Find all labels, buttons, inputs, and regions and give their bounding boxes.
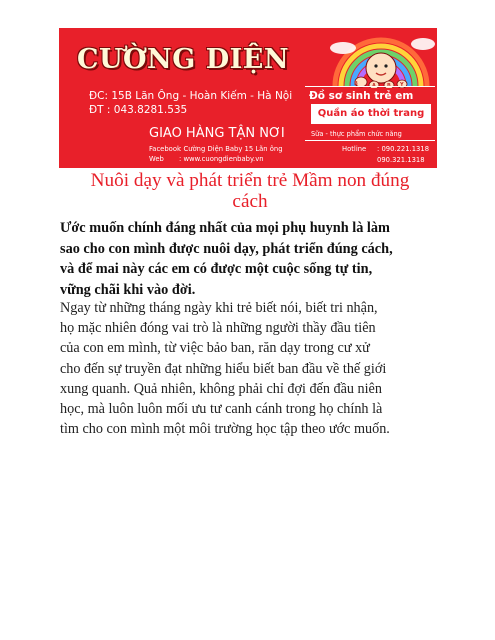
logo-letter: A [372,83,376,88]
body-line: xung quanh. Quả nhiên, không phải chỉ đợi đến đầu niên [60,380,382,397]
body-line: của con em mình, từ việc bảo ban, răn dạy trong cư xử [60,340,370,357]
facebook-info [149,145,283,153]
brand-name: CƯỜNG DIỆN [77,44,289,75]
logo-letter: B [387,83,391,88]
logo-letter: Y [400,82,404,88]
baby-rainbow-logo [327,28,437,88]
store-phone: ĐT : 043.8281.535 [89,104,188,116]
body-line: học, mà luôn luôn mối ưu tư canh cánh trong họ chính là [60,401,383,418]
divider [305,140,435,141]
title-line: Nuôi dạy và phát triển trẻ Mầm non đúng [90,170,410,191]
article-title [55,170,445,212]
product-milk: Sữa - thực phẩm chức năng [311,130,402,138]
store-banner [59,28,437,168]
web-label: Web [149,155,164,163]
store-address: ĐC: 15B Lãn Ông - Hoàn Kiếm - Hà Nội [89,90,293,102]
divider [305,86,435,87]
lead-line: sao cho con mình được nuôi dạy, phát triển đúng cách, [60,240,393,257]
body-line: cho đến sự truyền đạt những hiểu biết ban đầu về thế giới [60,360,387,377]
body-line: họ mặc nhiên đóng vai trò là những người thầy đầu tiên [60,320,376,337]
hotline-number-1: : 090.221.1318 [377,145,430,153]
lead-line: Ước muốn chính đáng nhất của mọi phụ huynh là làm [60,220,390,236]
lead-paragraph [60,218,440,301]
lead-line: và để mai này các em có được một cuộc sống tự tin, [60,261,373,278]
hotline-number-2: 090.321.1318 [377,156,425,164]
lead-line: vững chãi khi vào đời. [60,282,196,299]
facebook-label: Facebook [149,145,181,153]
product-newborn: Đồ sơ sinh trẻ em [309,90,414,102]
hotline-label: Hotline [342,145,367,153]
delivery-slogan: GIAO HÀNG TẬN NƠI [149,126,285,141]
website-info [149,155,264,163]
body-paragraph [60,298,445,439]
web-value: : www.cuongdienbaby.vn [179,155,264,163]
body-line: Ngay từ những tháng ngày khi trẻ biết nói, biết tri nhận, [60,300,378,316]
body-line: tìm cho con mình một môi trường học tập theo ước muốn. [60,421,390,438]
facebook-value: : Cường Diện Baby 15 Lãn ông [179,145,283,153]
logo-letter: B [354,81,358,87]
product-fashion: Quần áo thời trang [311,104,431,124]
title-line: cách [232,191,268,212]
